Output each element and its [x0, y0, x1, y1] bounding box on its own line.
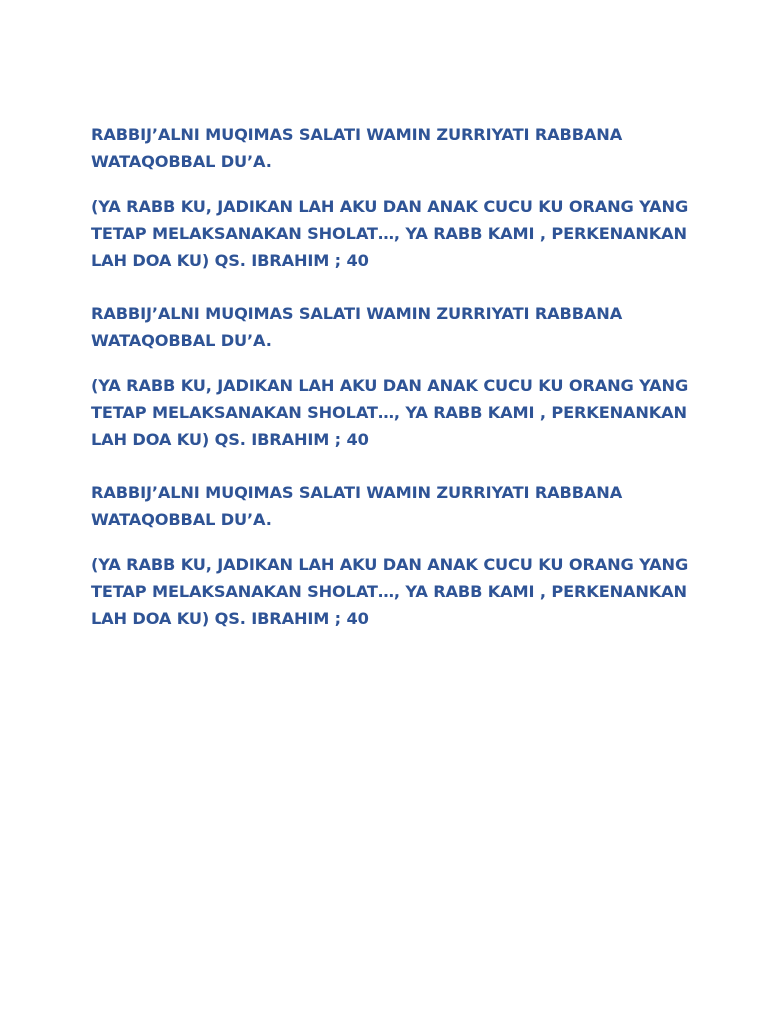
prayer-block-3 [91, 479, 691, 632]
translation-line: (YA RABB KU, JADIKAN LAH AKU DAN ANAK CUCU KU ORANG YANG [91, 555, 689, 574]
translation-line: TETAP MELAKSANAKAN SHOLAT…, YA RABB KAMI , PERKENANKAN [91, 582, 687, 601]
prayer-block-2 [91, 300, 691, 453]
verse-paragraph [91, 479, 691, 533]
verse-line: RABBIJ’ALNI MUQIMAS SALATI WAMIN ZURRIYATI RABBANA [91, 483, 623, 502]
translation-line: LAH DOA KU) QS. IBRAHIM ; 40 [91, 430, 369, 449]
document-body [91, 121, 691, 658]
translation-paragraph [91, 193, 691, 274]
translation-line: (YA RABB KU, JADIKAN LAH AKU DAN ANAK CUCU KU ORANG YANG [91, 376, 689, 395]
translation-line: LAH DOA KU) QS. IBRAHIM ; 40 [91, 609, 369, 628]
verse-paragraph [91, 300, 691, 354]
verse-paragraph [91, 121, 691, 175]
translation-paragraph [91, 551, 691, 632]
verse-line: RABBIJ’ALNI MUQIMAS SALATI WAMIN ZURRIYATI RABBANA [91, 125, 623, 144]
prayer-block-1 [91, 121, 691, 274]
translation-line: LAH DOA KU) QS. IBRAHIM ; 40 [91, 251, 369, 270]
verse-line: WATAQOBBAL DU’A. [91, 510, 272, 529]
translation-paragraph [91, 372, 691, 453]
translation-line: TETAP MELAKSANAKAN SHOLAT…, YA RABB KAMI , PERKENANKAN [91, 224, 687, 243]
verse-line: RABBIJ’ALNI MUQIMAS SALATI WAMIN ZURRIYATI RABBANA [91, 304, 623, 323]
verse-line: WATAQOBBAL DU’A. [91, 152, 272, 171]
translation-line: TETAP MELAKSANAKAN SHOLAT…, YA RABB KAMI , PERKENANKAN [91, 403, 687, 422]
translation-line: (YA RABB KU, JADIKAN LAH AKU DAN ANAK CUCU KU ORANG YANG [91, 197, 689, 216]
verse-line: WATAQOBBAL DU’A. [91, 331, 272, 350]
